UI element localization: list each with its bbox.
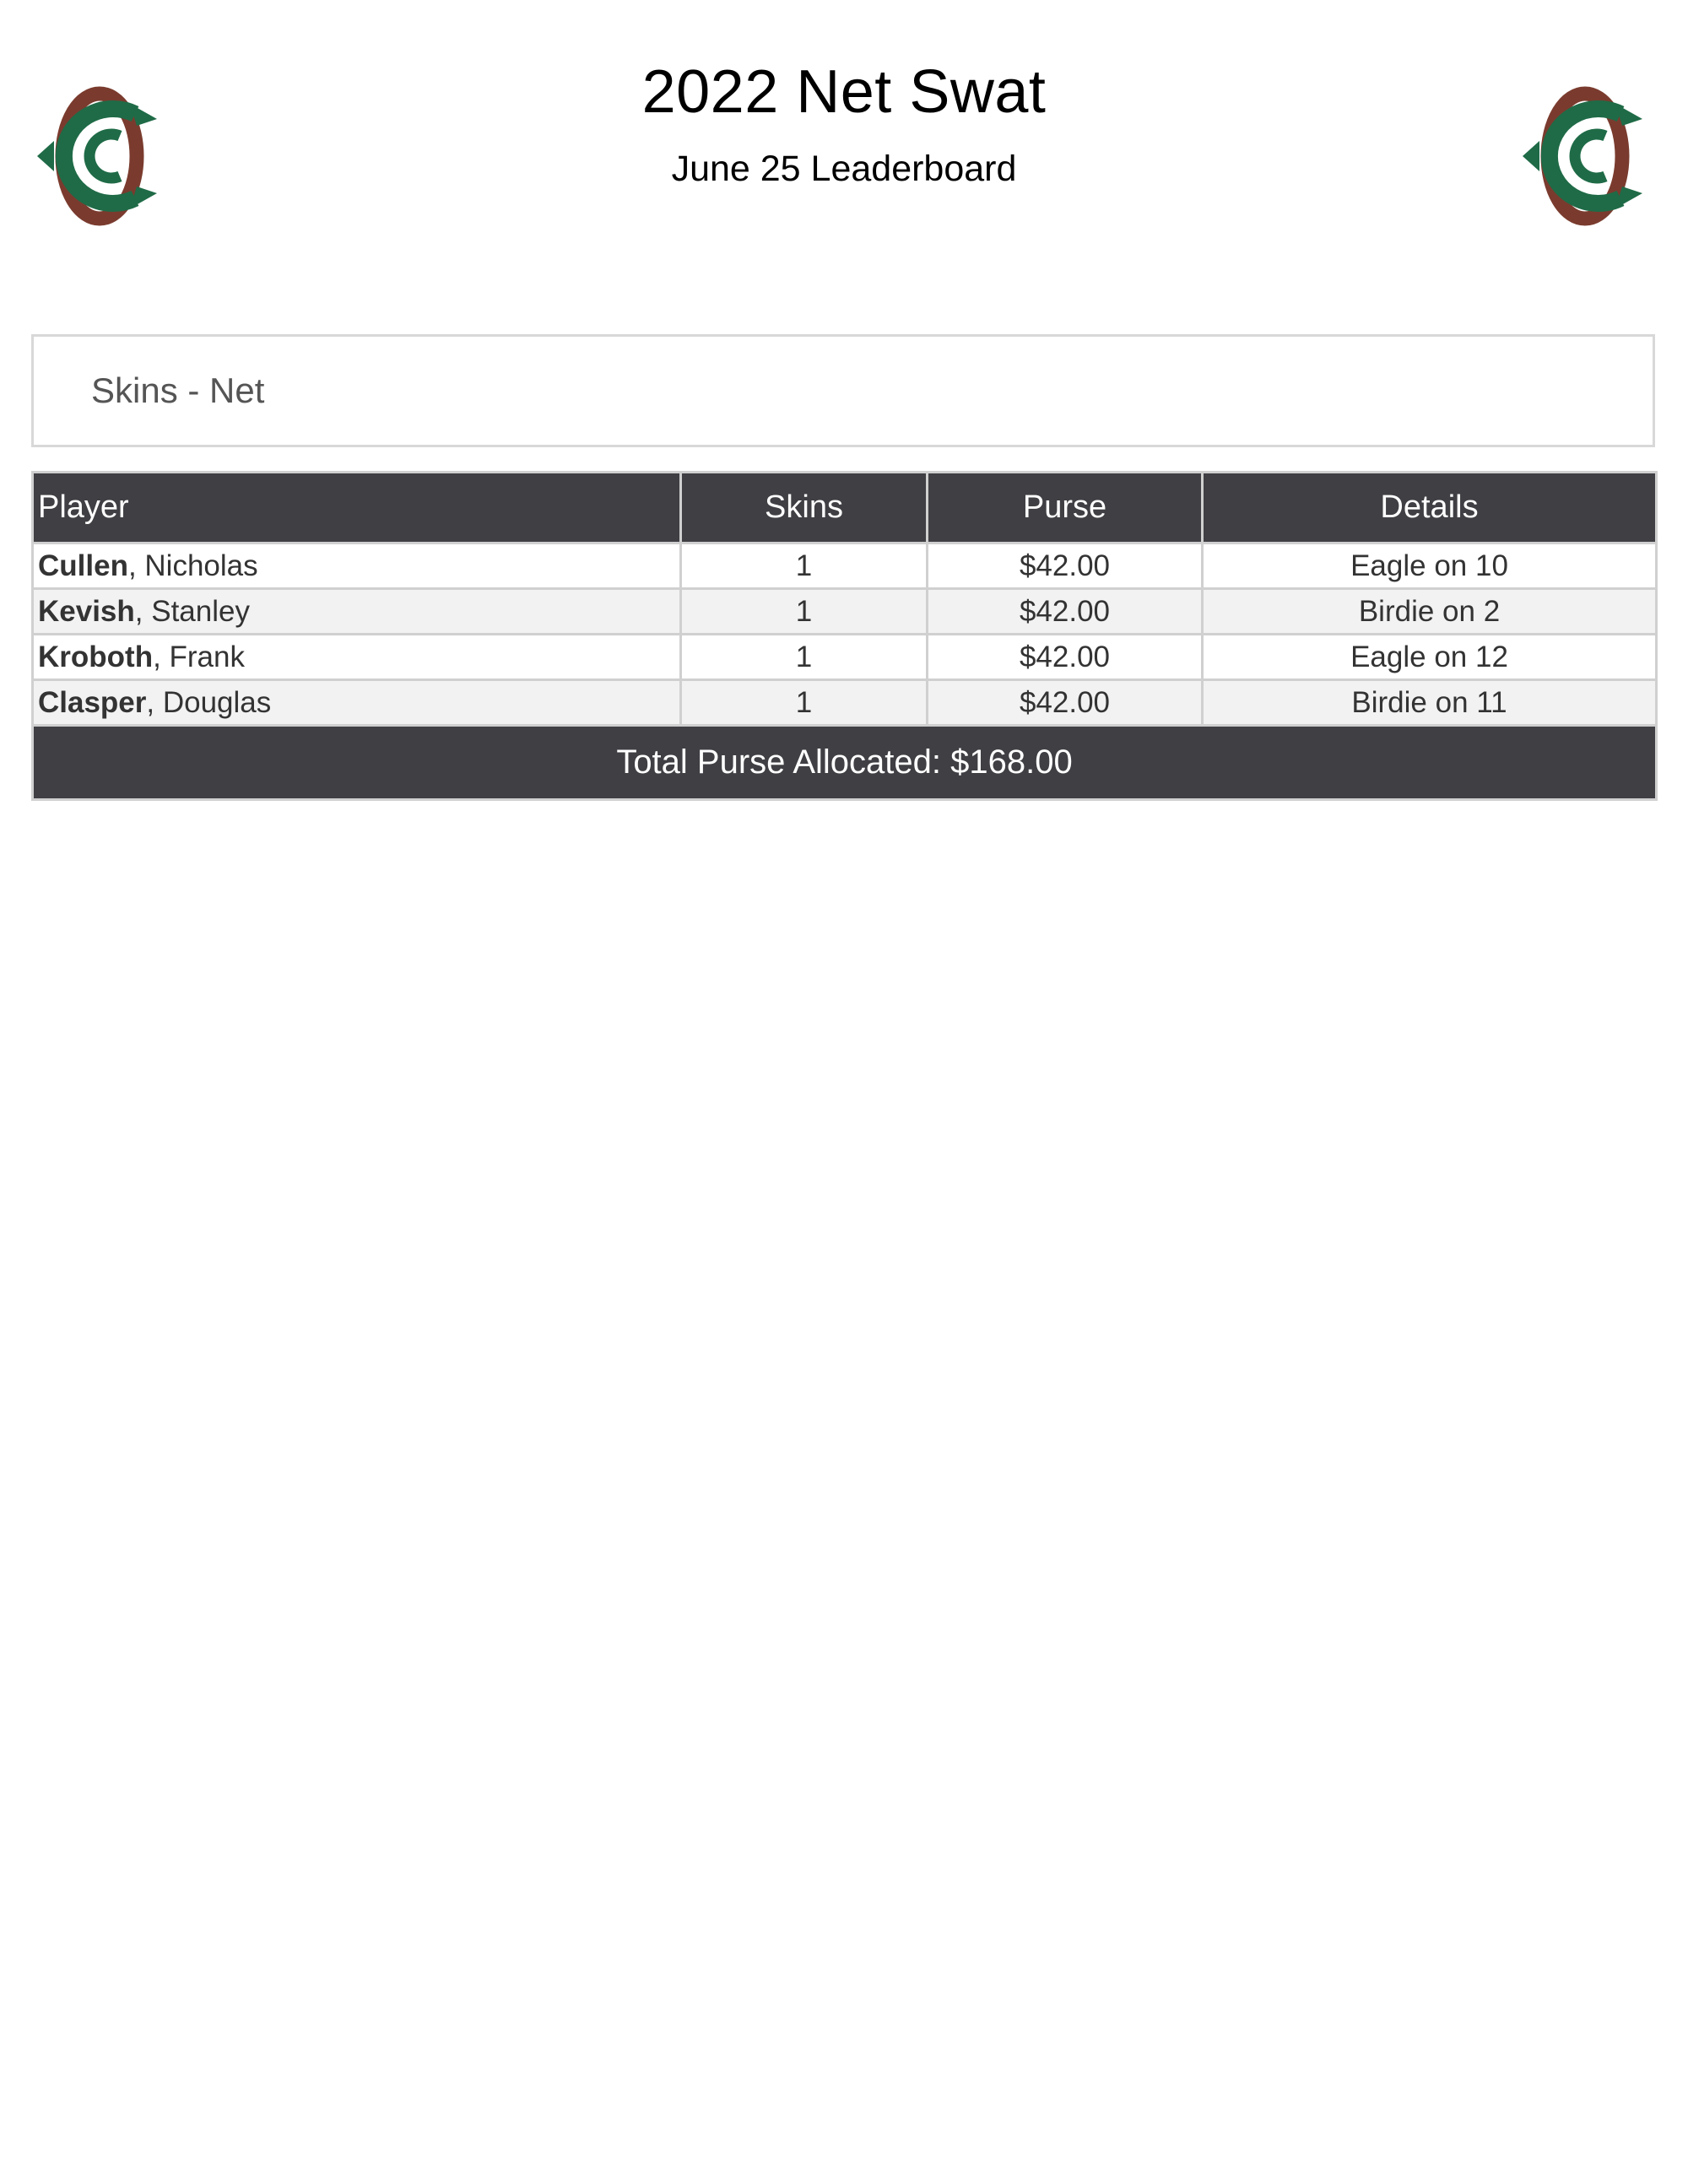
player-first-name: , Frank [153, 640, 245, 673]
page-subtitle: June 25 Leaderboard [671, 149, 1017, 189]
player-name [33, 635, 681, 680]
player-last-name: Clasper [38, 685, 147, 719]
player-first-name: , Nicholas [127, 549, 258, 582]
leaderboard-table [31, 471, 1658, 801]
player-name [33, 543, 681, 589]
section-title: Skins - Net [91, 370, 265, 410]
table-row [33, 635, 1657, 680]
player-last-name: Kevish [38, 594, 135, 628]
purse-cell: $42.00 [928, 635, 1203, 680]
player-last-name: Kroboth [38, 640, 154, 673]
purse-cell: $42.00 [928, 680, 1203, 726]
skins-cell: 1 [681, 543, 928, 589]
table-row [33, 543, 1657, 589]
skins-cell: 1 [681, 680, 928, 726]
table-header-row [33, 473, 1657, 543]
purse-cell: $42.00 [928, 543, 1203, 589]
club-logo-right [1511, 63, 1671, 249]
skins-cell: 1 [681, 589, 928, 635]
details-cell: Birdie on 2 [1203, 589, 1657, 635]
details-cell: Eagle on 12 [1203, 635, 1657, 680]
details-cell: Birdie on 11 [1203, 680, 1657, 726]
purse-cell: $42.00 [928, 589, 1203, 635]
player-name [33, 680, 681, 726]
section-header [31, 334, 1655, 447]
column-header-player: Player [33, 473, 681, 543]
player-name [33, 589, 681, 635]
column-header-details: Details [1203, 473, 1657, 543]
player-first-name: , Stanley [134, 594, 250, 628]
details-cell: Eagle on 10 [1203, 543, 1657, 589]
column-header-skins: Skins [681, 473, 928, 543]
player-last-name: Cullen [38, 549, 128, 582]
table-footer-row [33, 726, 1657, 800]
player-first-name: , Douglas [146, 685, 272, 719]
total-purse: Total Purse Allocated: $168.00 [33, 726, 1657, 800]
table-row [33, 589, 1657, 635]
table-row [33, 680, 1657, 726]
page-title: 2022 Net Swat [641, 58, 1047, 126]
skins-cell: 1 [681, 635, 928, 680]
page-header [0, 0, 1688, 270]
column-header-purse: Purse [928, 473, 1203, 543]
